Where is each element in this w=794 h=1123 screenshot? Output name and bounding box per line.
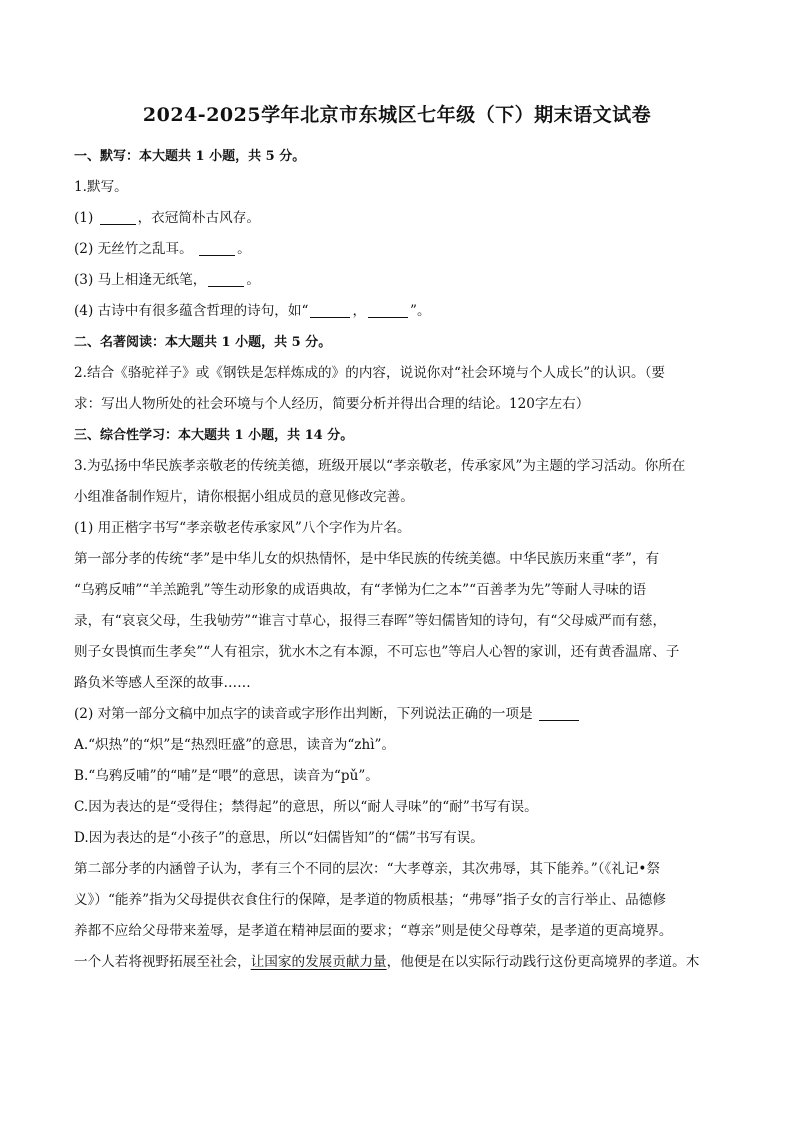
answer-blank[interactable] [310,303,350,318]
passage-part2-line: 第二部分孝的内涵曾子认为，孝有三个不同的层次：“大孝尊亲，其次弗辱，其下能养。”（《礼记•祭 [74,861,661,877]
passage-part1-line: “乌鸦反哺”“羊羔跪乳”等生动形象的成语典故，有“孝悌为仁之本”“百善孝为先”等耐人寻味的语 [74,582,647,598]
option-b: B.“乌鸦反哺”的“哺”是“喂”的意思，读音为“pǔ”。 [74,768,379,784]
passage-part1-line: 路负米等感人至深的故事…… [74,675,251,691]
q1-item-2: (2) 无丝竹之乱耳。 。 [74,241,251,257]
q3-sub-1: (1) 用正楷字书写“孝亲敬老传承家风”八个字作为片名。 [74,520,411,536]
answer-blank[interactable] [539,706,579,721]
answer-blank[interactable] [199,241,235,256]
answer-blank[interactable] [368,303,408,318]
answer-blank[interactable] [100,210,136,225]
passage-part2-line: 养都不应给父母带来羞辱，是孝道在精神层面的要求；“尊亲”则是使父母尊荣，是孝道的更高境界。 [74,923,673,939]
passage-part2-last-line: 一个人若将视野拓展至社会，让国家的发展贡献力量，他便是在以实际行动践行这份更高境界的孝道。木 [74,954,700,970]
q2-line-1: 2.结合《骆驼祥子》或《钢铁是怎样炼成的》的内容，说说你对“社会环境与个人成长”的认识。（要 [74,365,666,381]
option-a: A.“炽热”的“炽”是“热烈旺盛”的意思，读音为“zhì”。 [74,737,396,753]
section-2-heading: 二、名著阅读：本大题共 1 小题，共 5 分。 [74,335,332,350]
q2-line-2: 求：写出人物所处的社会环境与个人经历，简要分析并得出合理的结论。120字左右） [74,396,590,412]
option-d: D.因为表达的是“小孩子”的意思，所以“妇儒皆知”的“儒”书写有误。 [74,830,484,846]
q3-line-1: 3.为弘扬中华民族孝亲敬老的传统美德，班级开展以“孝亲敬老，传承家风”为主题的学习活动。你所在 [74,458,686,474]
q3-line-2: 小组准备制作短片，请你根据小组成员的意见修改完善。 [74,489,414,505]
passage-part1-line: 第一部分孝的传统“孝”是中华儿女的炽热情怀，是中华民族的传统美德。中华民族历来重“孝”，有 [74,551,660,567]
passage-part1-line: 则子女畏慎而生孝矣”“人有祖宗，犹水木之有本源，不可忘也”等启人心智的家训，还有黄香温席、子 [74,644,680,660]
underlined-phrase: 让国家的发展贡献力量 [250,954,387,970]
passage-part2-line: 义》）“能养”指为父母提供衣食住行的保障，是孝道的物质根基；“弗辱”指子女的言行举止、品德修 [74,892,666,908]
q3-sub-2: (2) 对第一部分文稿中加点字的读音或字形作出判断，下列说法正确的一项是 [74,699,720,730]
option-c: C.因为表达的是“受得住；禁得起”的意思，所以“耐人寻味”的“耐”书写有误。 [74,799,538,815]
q1-stem: 1.默写。 [74,179,128,195]
exam-title: 2024-2025学年北京市东城区七年级（下）期末语文试卷 [142,104,652,126]
answer-blank[interactable] [208,272,244,287]
q1-item-3: (3) 马上相逢无纸笔， 。 [74,272,260,288]
section-1-heading: 一、默写：本大题共 1 小题，共 5 分。 [74,149,306,164]
q1-item-4: (4) 古诗中有很多蕴含哲理的诗句，如“ ， ”。 [74,303,431,319]
section-3-heading: 三、综合性学习：本大题共 1 小题，共 14 分。 [74,428,354,443]
q1-item-1: (1) ，衣冠简朴古风存。 [74,210,260,226]
passage-part1-line: 录，有“哀哀父母，生我劬劳”“谁言寸草心，报得三春晖”等妇儒皆知的诗句，有“父母威严而有慈， [74,613,667,629]
